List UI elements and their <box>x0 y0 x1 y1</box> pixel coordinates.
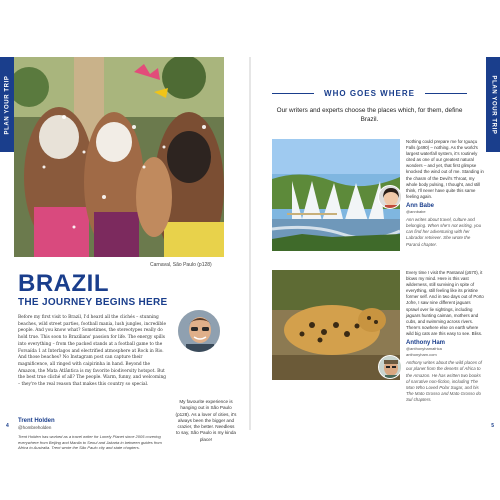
writer-entry-text: Every time I visit the Pantanal (p570), it blows my mind. Here is this vast wilderness, still surviving in spite of everything, still feeling like its pristine former self. And in two days out of Porto Jofre, I saw nine different jaguars sprawl over lie sightings, including jaguars hunting caiman, mothers and cubs, and swimming across rivers. There's nowhere else on earth where wild big cats are this easy to see. Bliss. <box>406 270 484 336</box>
section-title: WHO GOES WHERE <box>324 89 415 98</box>
plan-your-trip-tab-right <box>486 57 500 152</box>
writer-handle: @anthonyhamafrica <box>406 346 442 352</box>
writer-entry-text: Nothing could prepare me for Iguaçu Falls (p490) – nothing. As the world's largest waterfall system, it's routinely cited as one of our greatest natural wonders – and yet, that first glimpse knocked the wind out of me. Standing in the chasm of the Devil's Throat, my whole body pulsing, I thought, and still think, I'll never have quite this same feeling again. <box>406 139 484 199</box>
author-credit <box>18 418 55 430</box>
writer-entry-anthony <box>406 270 484 403</box>
side-tab-label: PLAN YOUR TRIP <box>4 75 10 134</box>
carnaval-hero-photo <box>14 57 224 257</box>
page-number-right: 5 <box>491 423 494 429</box>
side-tab-label: PLAN YOUR TRIP <box>490 75 496 134</box>
writer-portrait-ann <box>378 185 402 209</box>
writer-name: Anthony Ham <box>406 340 445 347</box>
writer-website: anthonyham.com <box>406 352 437 358</box>
section-intro: Our writers and experts choose the places which, for them, define Brazil. <box>276 107 463 123</box>
writer-portrait-anthony <box>378 355 402 379</box>
author-bio: Trent Holden has worked as a travel writer for Lonely Planet since 2005 covering everywhere from Beijing and Manila to Seoul and Jakarta in between guides from Africa to Australia. Trent wrote the São Paulo city and state chapters. <box>18 434 162 451</box>
who-goes-where-header <box>272 89 467 124</box>
page-number-left: 4 <box>6 423 9 429</box>
author-portrait <box>177 309 221 353</box>
hero-caption: Carnaval, São Paulo (p128) <box>150 262 212 268</box>
favourite-experience: My favourite experience is hanging out in São Paulo (p128). As a lover of cities, it's always been the bigger and crazier, the better. Needless to say, São Paulo is my kinda place! <box>175 399 237 442</box>
header-rule <box>272 93 314 94</box>
intro-paragraph: Before my first visit to Brazil, I'd heard all the clichés – stunning beaches, wild street parties, football mania, lush jungles, incredible people. And you know what? Sometimes, the stereotypes really do hold true. This soon to Brazilians' passion for life. The energy spills into everything – from the packed stands at a football game to the Forsaída 1 at Interlagos and electrified atmosphere at Rock in Rio. And those beaches? No Instagram post can capture their magnificence, all ringed with caipirinha in hand. Beyond the Amazon, the Mata Atlântica is my favorite biodiversity hotspot. But the best true cliché of all? The people. Warm, funny, and welcoming – they're the real reason that makes this country so special. <box>18 315 167 388</box>
book-spread <box>0 57 500 451</box>
writer-handle: @annbabe <box>406 209 426 215</box>
writer-entry-ann <box>406 139 484 248</box>
author-handle: @hombreholden <box>18 425 52 430</box>
author-name: Trent Holden <box>18 418 55 424</box>
page-gutter <box>249 57 251 430</box>
header-rule <box>425 93 467 94</box>
writer-bio: Anthony writes about the wild places of our planet from the deserts of Africa to the Amazon. He has written two books of narrative non-fiction, including The Man Who Loved Polar Sugar, and his The Mato Grosso and Mato Grosso do Sul chapters. <box>406 360 482 402</box>
writer-bio: Ann writes about travel, culture and belonging. When she's not writing, you can find her adventuring with her Labrador retriever. She wrote the Paraná chapter. <box>406 217 482 247</box>
page-title: BRAZIL <box>18 270 109 297</box>
intro-text <box>18 315 168 389</box>
writer-name: Ann Babe <box>406 202 435 209</box>
page-subtitle: THE JOURNEY BEGINS HERE <box>18 297 168 308</box>
plan-your-trip-tab-left <box>0 57 14 152</box>
